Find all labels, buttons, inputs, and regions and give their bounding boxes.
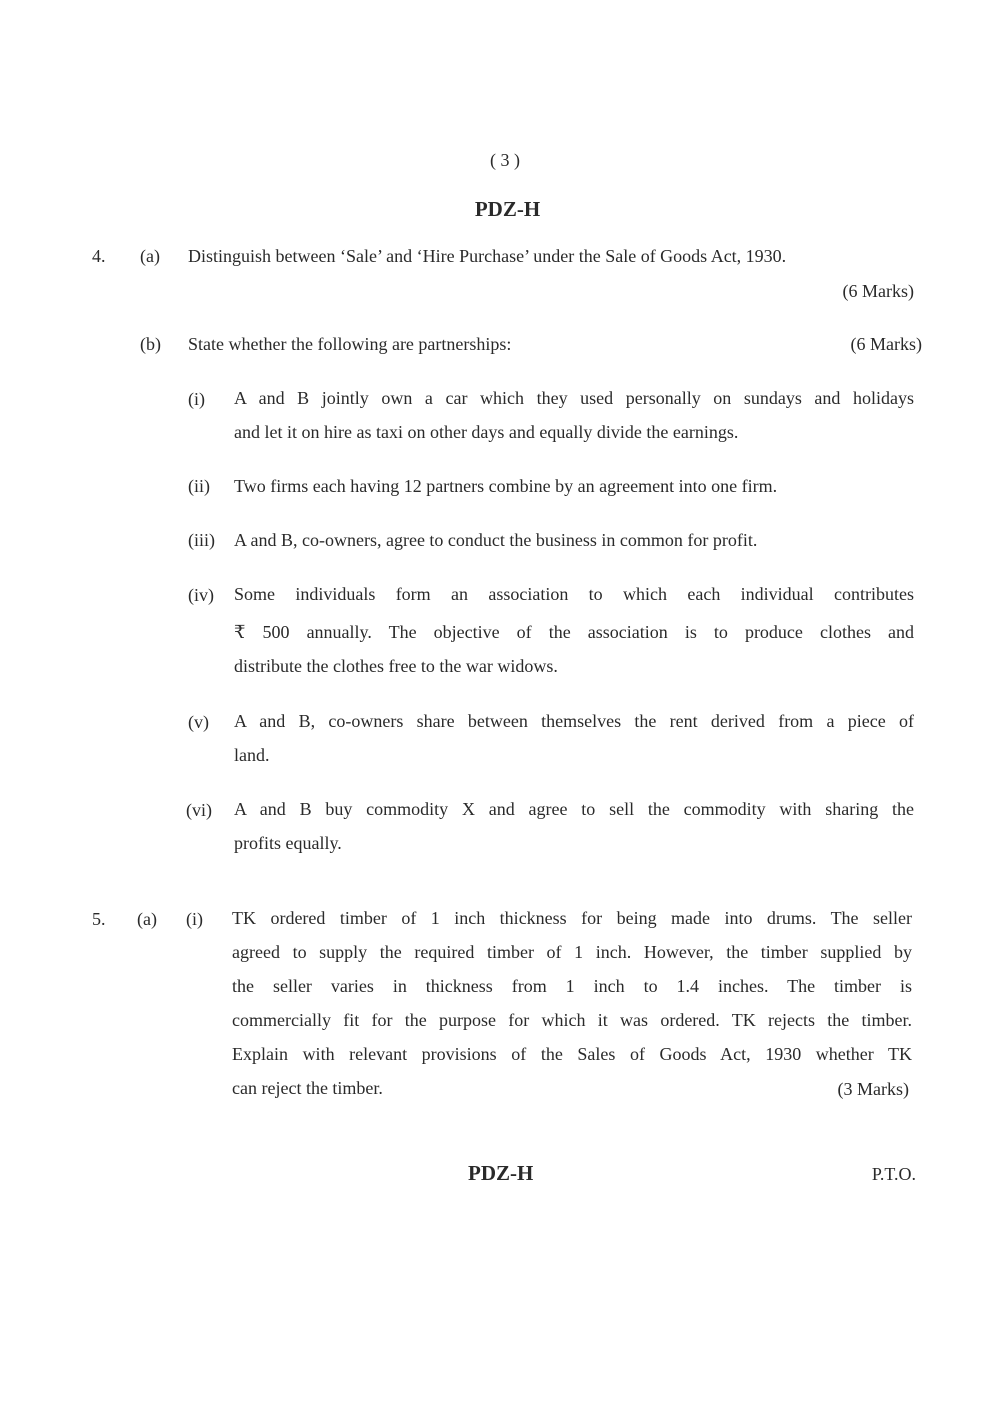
question-5a-i-label: (i) [186,909,203,929]
sub-item-label: (i) [188,389,205,409]
text-line: Some individuals form an association to which each individual contributes [234,584,914,604]
text-line: A and B jointly own a car which they used personally on sundays and holidays [234,388,914,408]
sub-item-text [234,704,914,772]
text-line: and let it on hire as taxi on other days and equally divide the earnings. [234,422,739,442]
question-4-number: 4. [92,246,106,266]
text-line: ₹ 500 annually. The objective of the association is to produce clothes and [234,622,914,642]
sub-item-label: (iv) [188,585,214,605]
sub-item-text [234,577,914,683]
sub-item-label: (iii) [188,530,215,550]
sub-item-text: A and B, co-owners, agree to conduct the business in common for profit. [234,530,758,550]
text-line: land. [234,745,270,765]
question-4a-text: Distinguish between ‘Sale’ and ‘Hire Purchase’ under the Sale of Goods Act, 1930. [188,246,787,266]
sub-item-text [234,792,914,860]
question-5-number: 5. [92,909,106,929]
text-line: can reject the timber. [232,1078,383,1098]
text-line: profits equally. [234,833,342,853]
sub-item-text [234,381,914,449]
text-line: A and B buy commodity X and agree to sell the commodity with sharing the [234,799,914,819]
pto-label: P.T.O. [871,1164,916,1184]
paper-code-header: PDZ-H [474,197,541,221]
text-line: Explain with relevant provisions of the Sales of Goods Act, 1930 whether TK [232,1044,912,1064]
question-4a-marks: (6 Marks) [842,281,914,301]
question-5a-i-text [232,901,912,1105]
question-4b-text: State whether the following are partnerships: [188,334,512,354]
text-line: commercially fit for the purpose for which it was ordered. TK rejects the timber. [232,1010,912,1030]
text-line: A and B, co-owners share between themselves the rent derived from a piece of [234,711,914,731]
question-4a-label: (a) [140,246,160,266]
text-line: agreed to supply the required timber of 1 inch. However, the timber supplied by [232,942,912,962]
sub-item-label: (ii) [188,476,210,496]
paper-code-footer: PDZ-H [468,1161,534,1185]
question-4b-marks: (6 Marks) [850,334,922,354]
sub-item-label: (v) [188,712,209,732]
sub-item-text: Two firms each having 12 partners combine by an agreement into one firm. [234,476,778,496]
text-line: distribute the clothes free to the war widows. [234,656,558,676]
page-number: ( 3 ) [490,150,520,170]
sub-item-label: (vi) [186,800,212,820]
text-line: the seller varies in thickness from 1 inch to 1.4 inches. The timber is [232,976,912,996]
question-4b-label: (b) [140,334,161,354]
question-5a-label: (a) [137,909,157,929]
question-5a-marks: (3 Marks) [837,1079,909,1099]
text-line: TK ordered timber of 1 inch thickness for being made into drums. The seller [232,908,912,928]
